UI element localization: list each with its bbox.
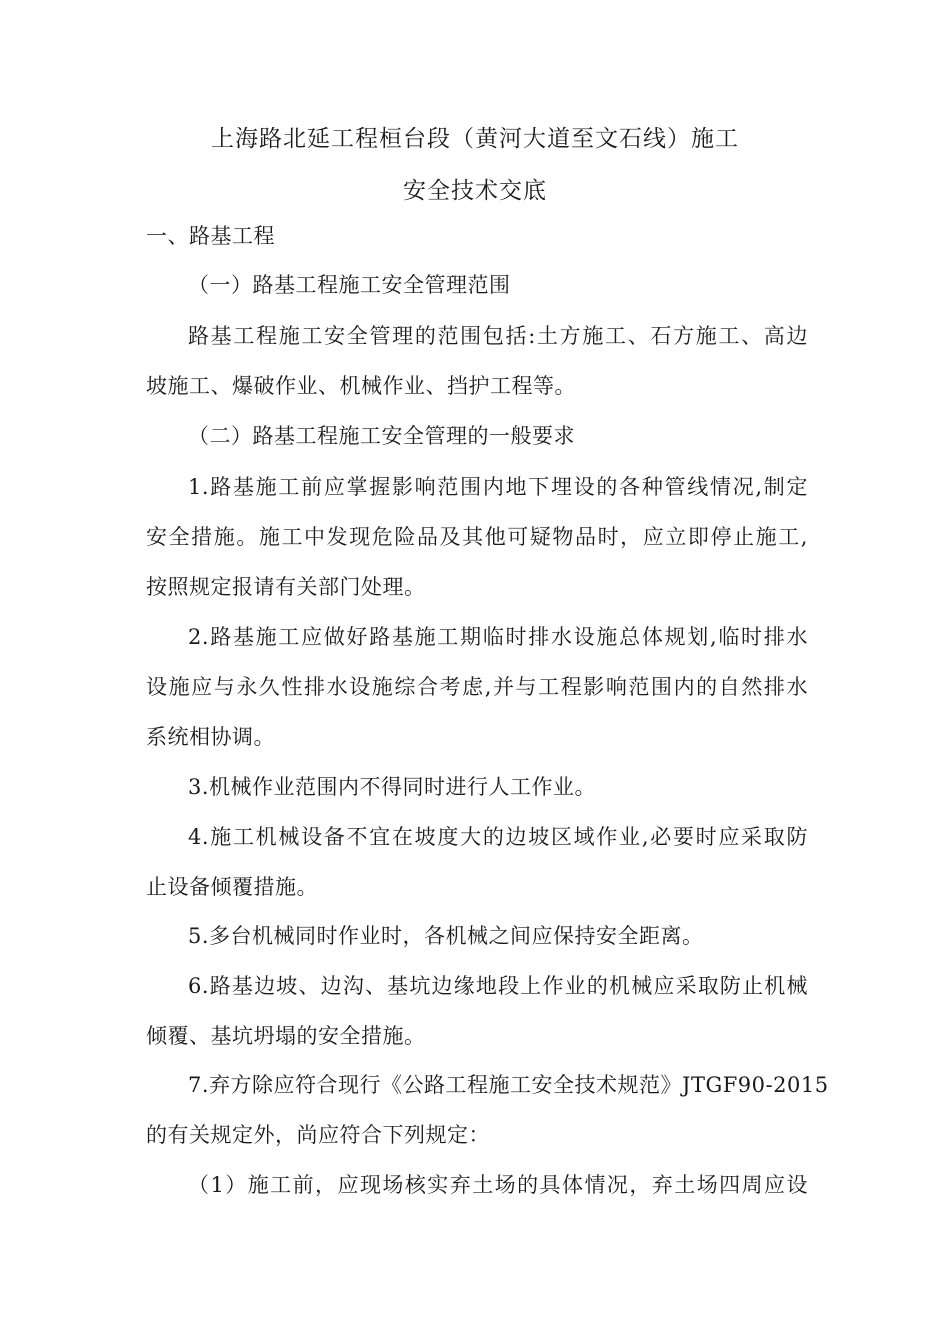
document-title-line-2: 安全技术交底 <box>403 178 547 204</box>
paragraph-line: 2.路基施工应做好路基施工期临时排水设施总体规划,临时排水 <box>188 625 808 649</box>
paragraph-line: 坡施工、爆破作业、机械作业、挡护工程等。 <box>146 374 576 398</box>
paragraph-line: 7.弃方除应符合现行《公路工程施工安全技术规范》JTGF90-2015 <box>188 1073 829 1097</box>
document-title-line-1: 上海路北延工程桓台段（黄河大道至文石线）施工 <box>211 126 739 152</box>
paragraph-line: 按照规定报请有关部门处理。 <box>146 575 426 599</box>
paragraph-line: 3.机械作业范围内不得同时进行人工作业。 <box>188 775 597 799</box>
paragraph-line: 设施应与永久性排水设施综合考虑,并与工程影响范围内的自然排水 <box>146 675 808 699</box>
paragraph-line: 系统相协调。 <box>146 725 275 749</box>
paragraph-line: 止设备倾覆措施。 <box>146 875 318 899</box>
paragraph-line: 1.路基施工前应掌握影响范围内地下埋设的各种管线情况,制定 <box>188 475 808 499</box>
paragraph-line: 倾覆、基坑坍塌的安全措施。 <box>146 1024 426 1048</box>
paragraph-line: 的有关规定外，尚应符合下列规定： <box>146 1123 490 1147</box>
paragraph-line: 6.路基边坡、边沟、基坑边缘地段上作业的机械应采取防止机械 <box>188 974 808 998</box>
paragraph-line: 4.施工机械设备不宜在坡度大的边坡区域作业,必要时应采取防 <box>188 825 808 849</box>
section-heading: 一、路基工程 <box>146 224 275 248</box>
subsection-heading: （二）路基工程施工安全管理的一般要求 <box>188 424 575 448</box>
paragraph-line: 5.多台机械同时作业时，各机械之间应保持安全距离。 <box>188 924 704 948</box>
paragraph-line: 路基工程施工安全管理的范围包括:土方施工、石方施工、高边 <box>188 324 808 348</box>
subsection-heading: （一）路基工程施工安全管理范围 <box>188 273 511 297</box>
paragraph-line: 安全措施。施工中发现危险品及其他可疑物品时，应立即停止施工, <box>146 525 808 549</box>
paragraph-line: （1）施工前，应现场核实弃土场的具体情况，弃土场四周应设 <box>188 1173 808 1197</box>
